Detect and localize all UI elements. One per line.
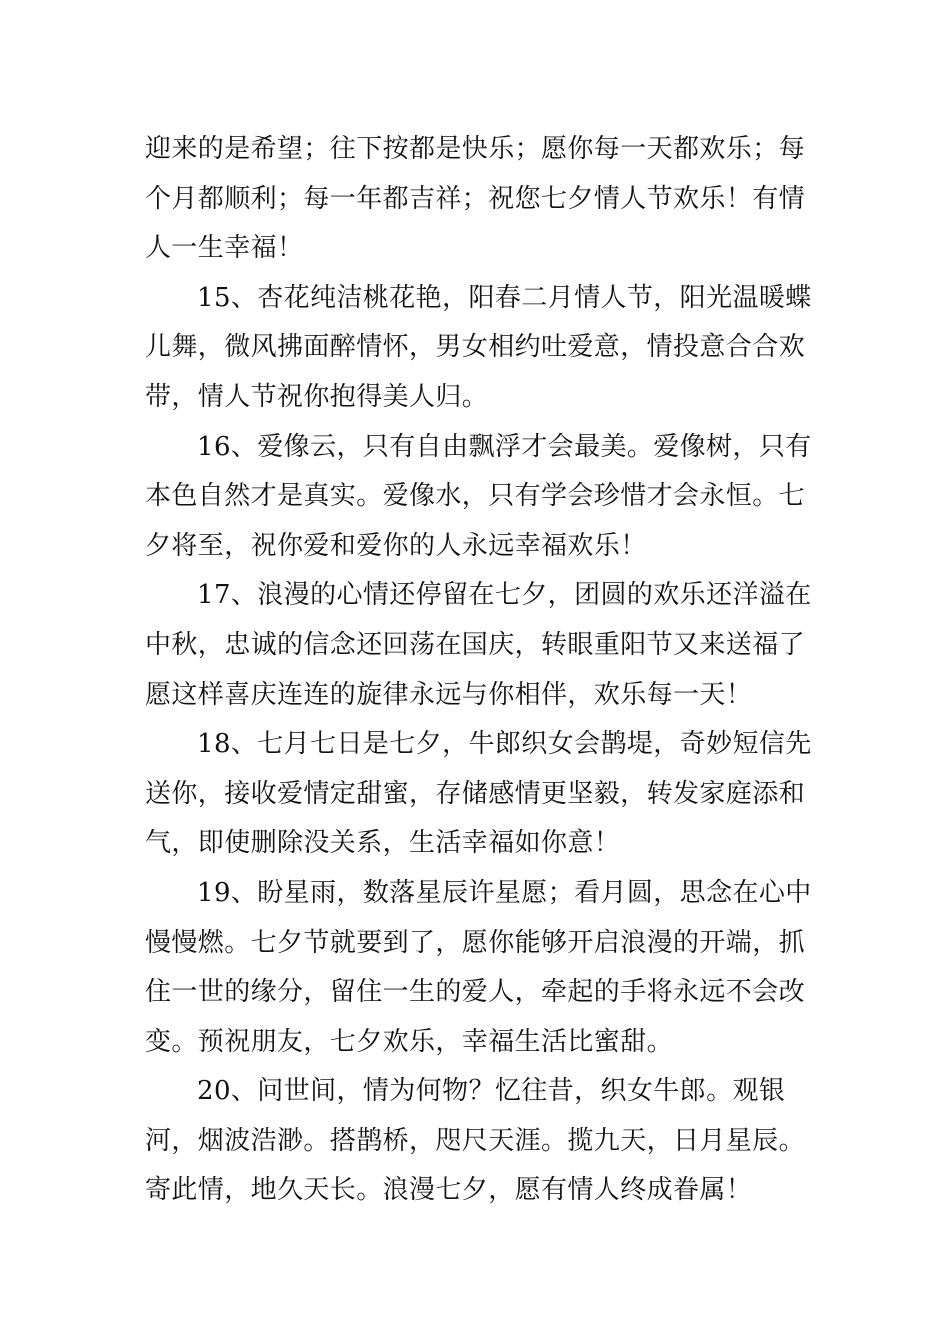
paragraph-18: 18、七月七日是七夕，牛郎织女会鹊堤，奇妙短信先送你，接收爱情定甜蜜，存储感情更坚毅，转发家庭添和气，即使删除没关系，生活幸福如你意！ — [145, 729, 812, 859]
paragraph-20: 20、问世间，情为何物？忆往昔，织女牛郎。观银河，烟波浩渺。搭鹊桥，咫尺天涯。揽九天，日月星辰。寄此情，地久天长。浪漫七夕，愿有情人终成眷属！ — [145, 1076, 806, 1206]
paragraph-15: 15、杏花纯洁桃花艳，阳春二月情人节，阳光温暖蝶儿舞，微风拂面醉情怀，男女相约吐爱意，情投意合合欢带，情人节祝你抱得美人归。 — [145, 282, 812, 412]
paragraph-16: 16、爱像云，只有自由飘浮才会最美。爱像树，只有本色自然才是真实。爱像水，只有学会珍惜才会永恒。七夕将至，祝你爱和爱你的人永远幸福欢乐！ — [145, 431, 812, 561]
paragraph-continuation: 迎来的是希望；往下按都是快乐；愿你每一天都欢乐；每个月都顺利；每一年都吉祥；祝您七夕情人节欢乐！有情人一生幸福！ — [145, 134, 806, 264]
paragraph-17: 17、浪漫的心情还停留在七夕，团圆的欢乐还洋溢在中秋，忠诚的信念还回荡在国庆，转眼重阳节又来送福了愿这样喜庆连连的旋律永远与你相伴，欢乐每一天！ — [145, 580, 812, 710]
paragraph-19: 19、盼星雨，数落星辰许星愿；看月圆，思念在心中慢慢燃。七夕节就要到了，愿你能够开启浪漫的开端，抓住一世的缘分，留住一生的爱人，牵起的手将永远不会改变。预祝朋友，七夕欢乐，幸福生活比蜜甜。 — [145, 877, 812, 1057]
document-body — [145, 125, 825, 1216]
